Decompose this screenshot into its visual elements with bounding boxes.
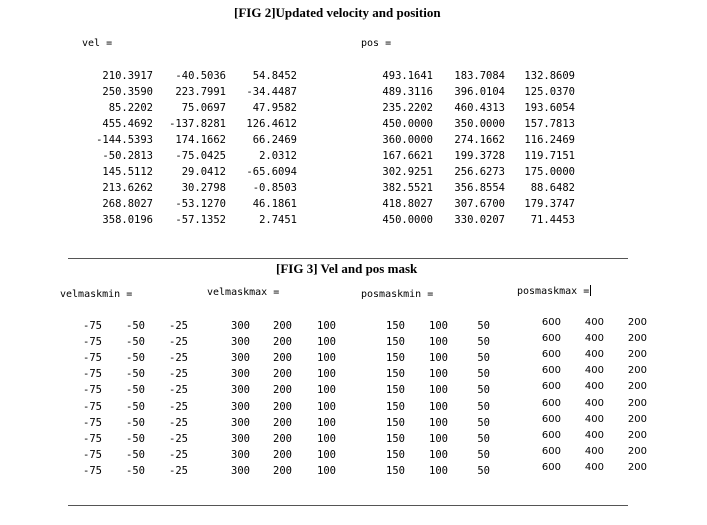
matrix-cell: 489.3116: [382, 86, 433, 98]
matrix-cell: -75: [83, 416, 102, 429]
matrix-cell: 132.8609: [524, 70, 575, 82]
matrix-cell: 268.8027: [102, 198, 153, 210]
matrix-cell: 600: [541, 333, 561, 345]
matrix-cell: 274.1662: [454, 134, 505, 146]
matrix-cell: -25: [169, 384, 188, 397]
matrix-cell: -50: [126, 400, 145, 413]
matrix-cell: 400: [584, 349, 604, 361]
matrix-cell: -75: [83, 368, 102, 381]
matrix-cell: 200: [273, 400, 292, 413]
matrix-cell: -34.4487: [246, 86, 297, 98]
matrix-cell: -75: [83, 400, 102, 413]
matrix-cell: -25: [169, 432, 188, 445]
matrix-cell: 200: [273, 464, 292, 477]
matrix-cell: 300: [231, 432, 250, 445]
matrix-cell: 200: [627, 413, 647, 425]
matrix-cell: 50: [477, 400, 490, 413]
matrix-cell: 54.8452: [252, 70, 297, 82]
matrix-cell: 200: [627, 349, 647, 361]
matrix-cell: 350.0000: [454, 118, 505, 130]
velmaskmin-label: velmaskmin =: [60, 289, 133, 300]
matrix-cell: 100: [429, 464, 448, 477]
matrix-cell: 200: [273, 352, 292, 365]
matrix-cell: 150: [386, 336, 405, 349]
matrix-cell: 50: [477, 384, 490, 397]
matrix-cell: -50: [126, 320, 145, 332]
matrix-cell: 50: [477, 336, 490, 349]
matrix-cell: -75: [83, 352, 102, 365]
matrix-cell: -50: [126, 416, 145, 429]
matrix-cell: 600: [541, 445, 561, 457]
matrix-cell: 50: [477, 320, 490, 332]
matrix-cell: 174.1662: [175, 134, 226, 146]
matrix-cell: -0.8503: [252, 182, 297, 194]
matrix-cell: -75: [83, 464, 102, 477]
matrix-cell: 400: [584, 397, 604, 409]
matrix-cell: 2.0312: [259, 150, 297, 162]
matrix-cell: 125.0370: [524, 86, 575, 98]
vel-label: vel =: [82, 38, 113, 49]
matrix-cell: 200: [273, 448, 292, 461]
matrix-cell: -75: [83, 448, 102, 461]
matrix-cell: 600: [541, 397, 561, 409]
matrix-cell: 100: [317, 352, 336, 365]
matrix-cell: 150: [386, 400, 405, 413]
matrix-cell: 200: [627, 381, 647, 393]
matrix-cell: 200: [627, 333, 647, 345]
matrix-cell: 600: [541, 381, 561, 393]
matrix-cell: 200: [273, 336, 292, 349]
matrix-cell: 193.6054: [524, 102, 575, 114]
matrix-cell: 126.4612: [246, 118, 297, 130]
matrix-cell: 150: [386, 320, 405, 332]
matrix-cell: 200: [273, 416, 292, 429]
matrix-cell: 50: [477, 432, 490, 445]
matrix-cell: 360.0000: [382, 134, 433, 146]
matrix-cell: -50: [126, 368, 145, 381]
matrix-cell: -75: [83, 336, 102, 349]
matrix-cell: -137.8281: [169, 118, 226, 130]
matrix-cell: 75.0697: [181, 102, 226, 114]
matrix-cell: 100: [317, 320, 336, 332]
text-cursor: [590, 285, 591, 296]
matrix-cell: 116.2469: [524, 134, 575, 146]
matrix-cell: 200: [627, 397, 647, 409]
divider-bottom: [68, 505, 628, 506]
matrix-cell: 300: [231, 368, 250, 381]
matrix-cell: 213.6262: [102, 182, 153, 194]
matrix-cell: 50: [477, 464, 490, 477]
matrix-cell: 400: [584, 365, 604, 377]
matrix-cell: -25: [169, 464, 188, 477]
matrix-cell: 100: [317, 416, 336, 429]
matrix-cell: 100: [429, 320, 448, 332]
matrix-cell: 300: [231, 464, 250, 477]
matrix-cell: 100: [429, 368, 448, 381]
matrix-cell: 356.8554: [454, 182, 505, 194]
fig2-title: [FIG 2]Updated velocity and position: [234, 5, 441, 20]
matrix-cell: 100: [317, 368, 336, 381]
matrix-cell: 85.2202: [108, 102, 153, 114]
matrix-cell: 175.0000: [524, 166, 575, 178]
posmaskmax-label: posmaskmax =: [517, 286, 590, 297]
matrix-cell: -50.2813: [102, 150, 153, 162]
matrix-cell: 46.1861: [252, 198, 297, 210]
matrix-cell: 145.5112: [102, 166, 153, 178]
matrix-cell: 400: [584, 333, 604, 345]
matrix-cell: 200: [273, 432, 292, 445]
matrix-cell: 400: [584, 317, 604, 328]
matrix-cell: 200: [627, 317, 647, 328]
matrix-cell: -50: [126, 352, 145, 365]
matrix-cell: -65.6094: [246, 166, 297, 178]
velmaskmax-label: velmaskmax =: [207, 287, 280, 298]
matrix-cell: 50: [477, 448, 490, 461]
matrix-cell: 300: [231, 336, 250, 349]
matrix-cell: -53.1270: [175, 198, 226, 210]
matrix-cell: 100: [317, 464, 336, 477]
matrix-cell: -25: [169, 336, 188, 349]
matrix-cell: 400: [584, 461, 604, 473]
matrix-cell: 600: [541, 413, 561, 425]
matrix-cell: -75: [83, 384, 102, 397]
matrix-cell: 100: [429, 432, 448, 445]
matrix-cell: 100: [317, 400, 336, 413]
matrix-cell: -57.1352: [175, 214, 226, 226]
matrix-cell: 200: [627, 461, 647, 473]
matrix-cell: 100: [317, 432, 336, 445]
matrix-cell: 330.0207: [454, 214, 505, 226]
matrix-cell: 600: [541, 317, 561, 328]
matrix-cell: -75.0425: [175, 150, 226, 162]
matrix-cell: 71.4453: [530, 214, 575, 226]
matrix-cell: 50: [477, 368, 490, 381]
matrix-cell: 200: [273, 384, 292, 397]
pos-label: pos =: [361, 38, 392, 49]
posmaskmin-label: posmaskmin =: [361, 289, 434, 300]
matrix-cell: -40.5036: [175, 70, 226, 82]
matrix-cell: -25: [169, 448, 188, 461]
matrix-cell: 307.6700: [454, 198, 505, 210]
matrix-cell: 200: [627, 445, 647, 457]
matrix-cell: 450.0000: [382, 214, 433, 226]
matrix-cell: -25: [169, 400, 188, 413]
matrix-cell: 100: [317, 384, 336, 397]
matrix-cell: -50: [126, 384, 145, 397]
matrix-cell: 302.9251: [382, 166, 433, 178]
matrix-cell: -25: [169, 320, 188, 332]
matrix-cell: 300: [231, 320, 250, 332]
matrix-cell: 150: [386, 416, 405, 429]
fig3-title: [FIG 3] Vel and pos mask: [276, 261, 418, 276]
matrix-cell: 150: [386, 448, 405, 461]
matrix-cell: 100: [429, 336, 448, 349]
matrix-cell: 150: [386, 368, 405, 381]
matrix-cell: 396.0104: [454, 86, 505, 98]
matrix-cell: -75: [83, 320, 102, 332]
matrix-cell: 50: [477, 352, 490, 365]
matrix-cell: 200: [627, 429, 647, 441]
matrix-cell: 223.7991: [175, 86, 226, 98]
matrix-cell: 50: [477, 416, 490, 429]
matrix-cell: 600: [541, 365, 561, 377]
matrix-cell: 600: [541, 461, 561, 473]
matrix-cell: 150: [386, 464, 405, 477]
matrix-cell: -25: [169, 416, 188, 429]
matrix-cell: 150: [386, 352, 405, 365]
matrix-cell: 418.8027: [382, 198, 433, 210]
matrix-cell: 30.2798: [181, 182, 226, 194]
matrix-cell: 493.1641: [382, 70, 433, 82]
matrix-cell: 382.5521: [382, 182, 433, 194]
matrix-cell: 300: [231, 384, 250, 397]
matrix-cell: 119.7151: [524, 150, 575, 162]
matrix-cell: 157.7813: [524, 118, 575, 130]
matrix-cell: 183.7084: [454, 70, 505, 82]
matrix-cell: 150: [386, 384, 405, 397]
matrix-cell: 300: [231, 416, 250, 429]
matrix-cell: 300: [231, 400, 250, 413]
matrix-cell: 256.6273: [454, 166, 505, 178]
matrix-cell: 88.6482: [530, 182, 575, 194]
matrix-cell: 179.3747: [524, 198, 575, 210]
matrix-cell: 460.4313: [454, 102, 505, 114]
divider-top: [68, 258, 628, 259]
matrix-cell: 199.3728: [454, 150, 505, 162]
matrix-cell: 100: [429, 416, 448, 429]
matrix-cell: 100: [317, 336, 336, 349]
matrix-cell: 2.7451: [259, 214, 297, 226]
matrix-cell: 400: [584, 381, 604, 393]
matrix-cell: 47.9582: [252, 102, 297, 114]
matrix-cell: -50: [126, 448, 145, 461]
matrix-cell: -25: [169, 352, 188, 365]
matrix-cell: 29.0412: [181, 166, 226, 178]
matrix-cell: 100: [429, 448, 448, 461]
matrix-cell: -25: [169, 368, 188, 381]
matrix-cell: 210.3917: [102, 70, 153, 82]
matrix-cell: 250.3590: [102, 86, 153, 98]
matrix-cell: 200: [273, 320, 292, 332]
matrix-cell: 400: [584, 445, 604, 457]
matrix-cell: 600: [541, 429, 561, 441]
matrix-cell: 100: [429, 352, 448, 365]
matrix-cell: 300: [231, 448, 250, 461]
matrix-cell: 100: [429, 400, 448, 413]
matrix-cell: 200: [627, 365, 647, 377]
matrix-cell: -50: [126, 432, 145, 445]
matrix-cell: 358.0196: [102, 214, 153, 226]
matrix-cell: 150: [386, 432, 405, 445]
matrix-cell: -144.5393: [96, 134, 153, 146]
matrix-cell: 400: [584, 429, 604, 441]
matrix-cell: -75: [83, 432, 102, 445]
matrix-cell: 100: [317, 448, 336, 461]
matrix-cell: 300: [231, 352, 250, 365]
matrix-cell: 455.4692: [102, 118, 153, 130]
matrix-cell: 600: [541, 349, 561, 361]
matrix-cell: 235.2202: [382, 102, 433, 114]
matrix-cell: -50: [126, 464, 145, 477]
matrix-cell: 400: [584, 413, 604, 425]
matrix-cell: -50: [126, 336, 145, 349]
matrix-cell: 200: [273, 368, 292, 381]
matrix-cell: 100: [429, 384, 448, 397]
matrix-cell: 66.2469: [252, 134, 297, 146]
matrix-cell: 167.6621: [382, 150, 433, 162]
matrix-cell: 450.0000: [382, 118, 433, 130]
